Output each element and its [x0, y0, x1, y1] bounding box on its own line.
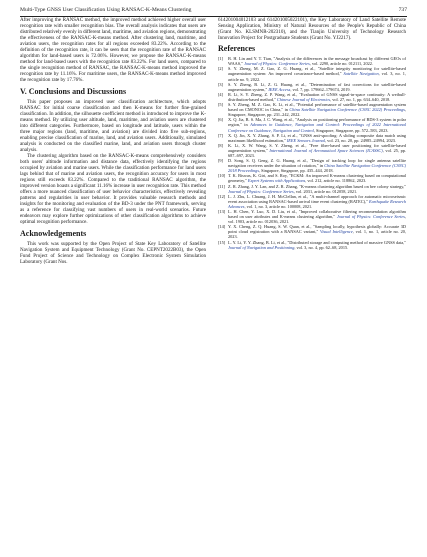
reference-number: [4]: [218, 91, 224, 97]
reference-text: L. H. Chen, Y. Luo, X. D. Liu, et al., "Improved collaborative filtering recommendation algorithm based on user attributes and K-means clustering algorithm,": [228, 209, 406, 220]
section-heading-acknowledgements: Acknowledgements: [20, 228, 87, 238]
reference-item: [218, 56, 406, 66]
reference-venue-link[interactable]: Journal of Navigation and Positioning: [228, 244, 295, 250]
reference-text: T. K. Biswas, K. Giri, and S. Roy, "ECKM: An improved K-means clustering based on computational geometry,": [228, 173, 406, 184]
reference-number: [12]: [218, 193, 226, 199]
reference-text: K. Li, X. W. Wang, S. Y. Zheng, et al., "Free fiber-based user positioning for satellite-based augmentation system,": [228, 142, 406, 153]
reference-item: [218, 224, 406, 239]
reference-item: [218, 158, 406, 173]
reference-venue-link[interactable]: Journal of Physics: Conference Series: [228, 188, 294, 194]
reference-number: [10]: [218, 173, 226, 179]
reference-details: , vol. 212, article no. 118862, 2023.: [305, 178, 367, 184]
paragraph: 614201004012103 and 614201005022101), the Key Laboratory of Land Satellite Remote Sensing Application, Ministry of Natural Resources of the People's Republic of China (Grant No. KLSMNR-202310), and the Tianjin University of Technology Research Innovation Project for Postgraduate Students (Grant No. YJ2217).: [218, 17, 406, 42]
reference-venue-link[interactable]: Advances in Guidance, Navigation and Control: Proceedings of 2022 International Conference on Guidance, Navigation and Control: [228, 122, 407, 133]
reference-number: [13]: [218, 209, 226, 214]
reference-number: [15]: [218, 239, 226, 245]
section-heading-conclusions: V. Conclusions and Discussions: [20, 86, 127, 96]
reference-item: [218, 173, 406, 183]
reference-text: L. Y. Li, Y. Y. Zhang, B. Li, et al., "Distributed storage and computing method of massive GNSS data,": [228, 239, 406, 245]
left-column: [20, 17, 206, 265]
section-heading-references: References: [218, 44, 256, 54]
reference-venue-link[interactable]: Journal of Physics: Conference Series: [336, 214, 405, 220]
reference-number: [5]: [218, 102, 224, 108]
reference-venue-link[interactable]: International Journal of Aeronautical Space Sciences (ICASSC): [269, 147, 383, 153]
reference-item: [218, 82, 406, 92]
reference-text: Y. X. Cheng, Z. Q. Huang, S. W. Quan, et al., "Sampling locally, hypothesis globally: Accurate 3D point cloud registration with a RANSAC variant,": [228, 224, 406, 235]
paragraph: This paper proposes an improved user classification architecture, which adopts RANSAC for initial coarse classification and then K-means for further fine-grained classification. In addition, the silhouette coefficient method is introduced to improve the K-means method. By utilizing user altitude, land, maritime, and aviation users are clustered into different categories. Furthermore, based on longitude and latitude, users within the three major regions (land, maritime, and aviation) are divided into five sub-regions, enabling precise classification of marine, land, and aviation users. Additionally, simulated analysis is conducted on the classified marine, land, and aviation users through cluster analysis.: [20, 98, 206, 153]
reference-item: [218, 240, 406, 250]
page-number: 737: [398, 7, 407, 13]
reference-details: , vol. 23, no. 20, pp. 24985–24994, 2023.: [325, 137, 397, 143]
reference-number: [11]: [218, 183, 225, 189]
reference-item: [218, 143, 406, 158]
running-header: [20, 4, 407, 17]
reference-venue-link[interactable]: Visual Intelligence: [320, 229, 353, 235]
reference-text: S. Y. Zheng, M. Z. Gao, K. Li, et al., "Potential performance of satellite-based augmentation system based on CMONOC in China," in: [228, 102, 406, 113]
reference-details: , vol. 1903, article no. 012036, 2021.: [228, 214, 406, 225]
reference-number: [6]: [218, 117, 224, 123]
reference-details: , vol. 3, no. 1, article no. 9, 2022.: [228, 71, 406, 82]
paragraph: The clustering algorithm based on the RANSAC-K-means comprehensively considers both users' altitude information and distance data, effectively identifying the regions occupied by aviation and marine users. While the classification performance for land users lags behind that of marine and aviation users, the recognition accuracy for users in most regions still exceeds 83.22%. Compared to the traditional RANSAC algorithm, the improved version boasts a significant 11.16% increase in user recognition rate. This method offers a more nuanced classification of user behavior characteristics, effectively revealing patterns and regularities in user behavior. It provides valuable research methods and insights for the monitoring and evaluation of the BD-3 under the PNT framework, serving as a reference for classifying vast numbers of users in real-world scenarios. Future endeavors may explore further optimizations of other classification algorithms to achieve optimal recognition performance.: [20, 152, 206, 226]
reference-item: [218, 133, 406, 143]
reference-details: , vol. 27, no. 1, pp. 634–640, 2018.: [330, 96, 391, 102]
reference-text: D. Song, S. Q. Geng, Z. G. Huang, et al., "Design of tracking loop for single antenna satellite navigation receivers under the situation of rotation," in: [228, 158, 406, 169]
reference-venue-link[interactable]: Chinese Journal of Electronics: [276, 96, 331, 102]
reference-venue-link[interactable]: China Satellite Navigation Conference (CSNC) 2018 Proceedings: [228, 163, 407, 174]
paragraph: This work was supported by the Open Project of State Key Laboratory of Satellite Navigation System and Equipment Technology (Grant No. CEPNT2022B03), the Open Fund Project of Science and Technology on Complex Electronic System Simulation Laboratory (Grant Nos.: [20, 240, 206, 265]
reference-text: B. H. Lin and Y. T. Tian, "Analysis of the differences in the message broadcast by different GEOs of WAAS,": [228, 56, 406, 67]
reference-item: [218, 194, 406, 209]
reference-details: , vol. 2290, article no. 012111, 2022.: [309, 61, 373, 67]
running-title: Multi-Type GNSS User Classification Using RANSAC-K-Means Clustering: [20, 7, 192, 13]
paragraph: After improving the RANSAC method, the improved method achieved higher overall user recognition rate with smaller recognition bias. The overall analysis indicates that users are distributed relatively evenly in different land, maritime, and aviation regions, demonstrating the effectiveness of the RANSAC-K-means method. After clustering land, maritime, and aviation users, the recognition rates for all regions exceeded 83.22%. According to the definition of the recognition rate, it can be seen that the recognition rate of the RANSAC algorithm for land-based users is 72.06%. However, we propose the RANSAC-K-means method for land-based users with the recognition rate 83.22%. For land users, compared to the single recognition method of RANSAC, the RANSAC-K-means method improved the recognition rate by 11.16%. For maritime users, the RANSAC-K-means method improved the recognition rate by 17.76%.: [20, 17, 206, 84]
reference-text: L. J. Zhu, L. Chuang, J. H. McClellan, et al., "A multi-channel approach for automatic microseismic event association using RANSAC-based arrival time event clustering (RATEC),": [228, 193, 406, 204]
reference-details: , Singapore, Singapore, pp. 435–444, 2018.: [259, 168, 334, 174]
reference-details: , vol. 2031, article no. 012058, 2021.: [293, 188, 358, 194]
reference-item: [218, 102, 406, 117]
reference-item: [218, 92, 406, 102]
reference-list: [218, 56, 406, 250]
reference-number: [8]: [218, 142, 224, 148]
reference-number: [14]: [218, 224, 226, 230]
reference-details: , vol. 1, no. 3, article no. 100008, 2021.: [244, 203, 313, 209]
reference-text: X. Q. Jin, X. Y. Zhang, S. P. Li, et al., "GNSS anti-spoofing: A sliding composite data match using maximum likelihood estimation,": [228, 132, 406, 143]
reference-details: , vol. 7, pp. 179662–179674, 2019.: [290, 86, 351, 92]
reference-venue-link[interactable]: Expert Systems with Applications: [247, 178, 306, 184]
reference-item: [218, 209, 406, 224]
reference-venue-link[interactable]: Satellite Navigation: [343, 71, 379, 77]
reference-venue-link[interactable]: IEEE Sensors Journal: [286, 137, 326, 143]
reference-venue-link[interactable]: IEEE Access: [268, 86, 291, 92]
reference-text: R. Li, S. Y. Zheng, Z. P. Wang, et al., "Evaluation of GNSS signal-in-space continuity: A weibull-distribution-based method,": [228, 91, 406, 102]
reference-text: Z. R. Zhang, J. Y. Lan, and Z. R. Zhang, "K-means clustering algorithm based on bee colony strategy,": [228, 183, 406, 189]
reference-details: , vol. 3, no. 4, pp. 62–68, 2015.: [294, 244, 349, 250]
reference-item: [218, 184, 406, 194]
reference-item: [218, 66, 406, 81]
reference-venue-link[interactable]: Journal of Physics: Conference Series: [244, 61, 310, 67]
reference-text: S. Y. Zheng, M. Z. Gao, Z. G. Huang, et al., "Satellite integrity monitoring for satellite-based augmentation system: An improved covariance-based method,": [228, 66, 406, 77]
reference-number: [9]: [218, 158, 224, 164]
reference-details: , Singapore, Singapore, pp. 572–583, 2023.: [313, 127, 389, 133]
reference-details: , vol. 1, no. 1, article no. 20, 2023.: [228, 229, 406, 240]
reference-number: [1]: [218, 56, 224, 62]
reference-item: [218, 117, 406, 132]
reference-number: [7]: [218, 132, 224, 138]
reference-text: S. Y. Zheng, B. Li, Z. G. Huang, et al., "Determination of fast corrections for satellite-based augmentation system,": [228, 81, 406, 92]
right-column: [218, 17, 406, 250]
reference-venue-link[interactable]: China Satellite Navigation Conference (CSNC 2022) Proceedings: [289, 107, 405, 113]
reference-details: , Singapore, Singapore, pp. 231–242, 2022.: [228, 107, 406, 118]
reference-details: , vol. 25, pp. 687–697, 2023.: [228, 147, 406, 158]
reference-text: X. Q. Jia, B. S. Ma, J. C. Wang, et al., "Analysis on positioning performance of BDS-3 system in polar region," in: [228, 117, 406, 128]
reference-venue-link[interactable]: Earthquake Research Advances: [228, 198, 406, 209]
reference-number: [2]: [218, 66, 224, 72]
reference-number: [3]: [218, 81, 224, 87]
